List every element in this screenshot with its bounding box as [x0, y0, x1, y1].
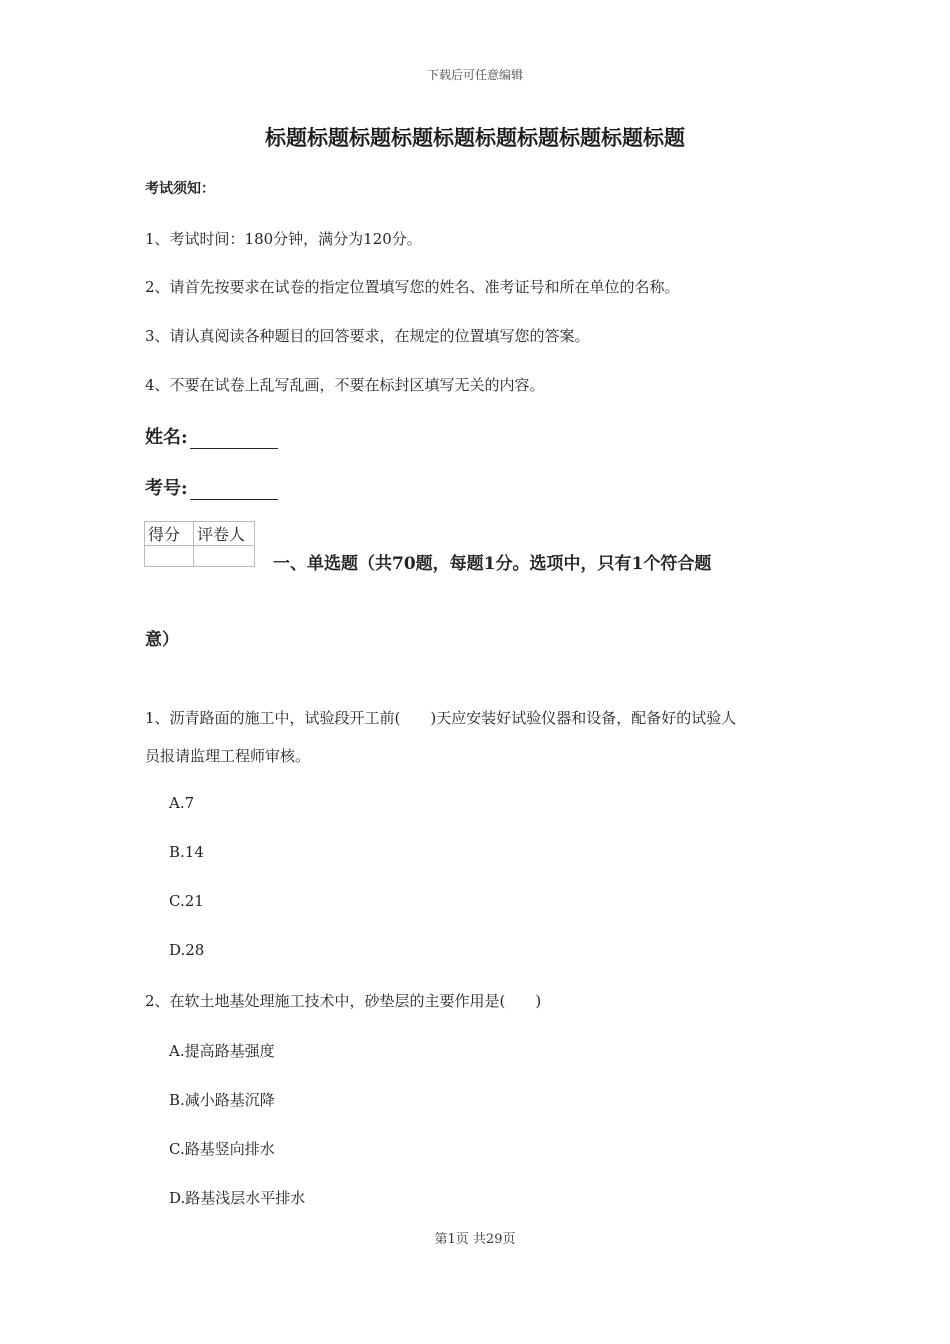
question-1-option-a: A.7 [169, 794, 195, 812]
page-header: 下载后可任意编辑 [426, 68, 523, 82]
notice-rule-3: 3、请认真阅读各种题目的回答要求，在规定的位置填写您的答案。 [145, 327, 590, 345]
name-blank[interactable] [190, 430, 278, 449]
question-1-line-1: 1、沥青路面的施工中，试验段开工前( )天应安装好试验仪器和设备，配备好的试验人 [145, 709, 737, 727]
question-1-option-c: C.21 [169, 892, 204, 910]
score-cell[interactable] [145, 546, 194, 567]
notice-rule-2: 2、请首先按要求在试卷的指定位置填写您的姓名、准考证号和所在单位的名称。 [145, 278, 680, 296]
exam-id-blank[interactable] [190, 481, 278, 500]
question-2-option-a: A.提高路基强度 [169, 1042, 275, 1060]
question-1-option-d: D.28 [169, 941, 205, 959]
question-2-option-d: D.路基浅层水平排水 [169, 1189, 306, 1207]
score-header: 得分 [145, 522, 194, 546]
document-title: 标题标题标题标题标题标题标题标题标题标题 [265, 125, 685, 150]
section-title-continued: 意） [145, 630, 179, 650]
question-1-line-2: 员报请监理工程师审核。 [145, 747, 311, 765]
question-2-option-b: B.减小路基沉降 [169, 1091, 275, 1109]
notice-rule-1: 1、考试时间：180分钟，满分为120分。 [145, 230, 422, 248]
grader-header: 评卷人 [194, 522, 255, 546]
exam-id-field [145, 474, 278, 500]
page-footer: 第1页 共29页 [434, 1232, 516, 1247]
notice-rule-4: 4、不要在试卷上乱写乱画，不要在标封区填写无关的内容。 [145, 376, 545, 394]
grader-cell[interactable] [194, 546, 255, 567]
exam-id-label: 考号: [145, 478, 188, 499]
section-title: 一、单选题（共70题，每题1分。选项中，只有1个符合题 [273, 554, 712, 574]
question-1-option-b: B.14 [169, 843, 204, 861]
name-label: 姓名: [145, 427, 188, 448]
notice-heading: 考试须知： [145, 181, 215, 197]
name-field [145, 423, 278, 449]
question-2-option-c: C.路基竖向排水 [169, 1140, 275, 1158]
score-table [144, 521, 255, 567]
question-2-line-1: 2、在软土地基处理施工技术中，砂垫层的主要作用是( ) [145, 992, 542, 1010]
